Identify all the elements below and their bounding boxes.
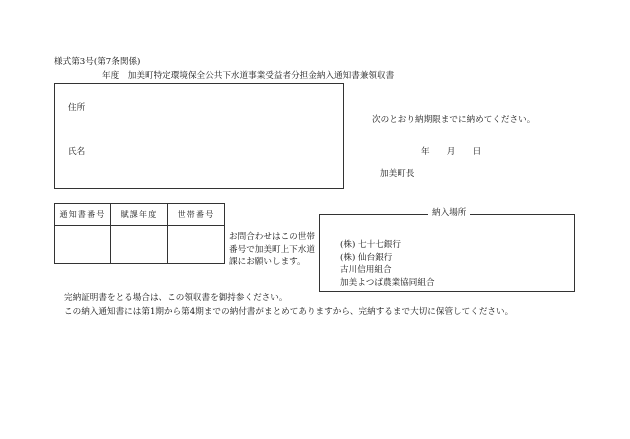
address-label: 住所 <box>68 103 86 113</box>
date-line: 年 月 日 <box>421 147 482 157</box>
bank-item: (株) 仙台銀行 <box>340 252 393 263</box>
inquiry-line: 課にお願いします。 <box>229 257 306 267</box>
payment-place-label: 納入場所 <box>428 209 470 218</box>
notice-info-table <box>54 203 225 264</box>
bank-item: 加美よつば農業協同組合 <box>340 277 435 288</box>
form-number: 様式第3号(第7条関係) <box>54 57 141 67</box>
page-title: 年度 加美町特定環境保全公共下水道事業受益者分担金納入通知書兼領収書 <box>102 71 395 81</box>
household-number-header: 世帯番号 <box>168 204 225 226</box>
assessment-year-cell <box>111 226 168 264</box>
bank-list <box>340 239 435 289</box>
notice-number-cell <box>55 226 111 264</box>
inquiry-note <box>229 231 315 269</box>
payment-instruction: 次のとおり納期限までに納めてください。 <box>372 115 536 125</box>
inquiry-line: 番号で加美町上下水道 <box>229 244 315 255</box>
bank-item: (株) 七十七銀行 <box>340 240 401 250</box>
bank-item: 古川信用組合 <box>340 265 392 275</box>
notice-number-header: 通知書番号 <box>55 204 111 226</box>
inquiry-line: お問合わせはこの世帯 <box>229 232 315 242</box>
note-keep-safe: この納入通知書には第1期から第4期までの納付書がまとめてありますから、完納するまで大切に保管してください。 <box>64 307 514 317</box>
note-completion-certificate: 完納証明書をとる場合は、この領収書を御持参ください。 <box>64 293 288 303</box>
assessment-year-header: 賦課年度 <box>111 204 168 226</box>
household-number-cell <box>168 226 225 264</box>
mayor-label: 加美町長 <box>380 169 415 179</box>
address-name-box <box>54 83 344 189</box>
name-label: 氏名 <box>68 147 86 157</box>
